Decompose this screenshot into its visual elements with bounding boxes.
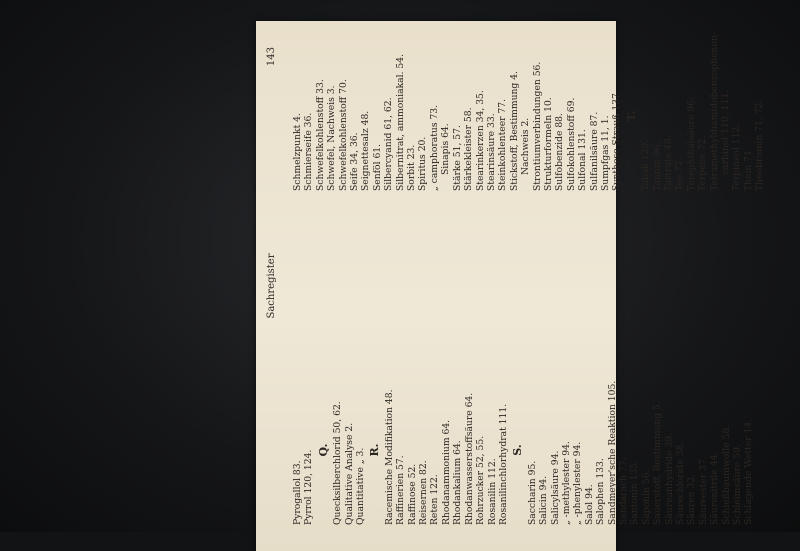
index-entry: Rhodanwasserstoffsäure 64.: [463, 392, 475, 525]
index-entry: Sorbit 23.: [406, 144, 418, 191]
index-entry: Rosanilinchlorhydrat 111.: [497, 403, 509, 525]
index-entry: Synthese Strauß 137.: [611, 90, 623, 191]
index-entry: Säureanhydride 39.: [663, 432, 675, 525]
index-entry: Saponin 56.: [640, 469, 652, 525]
index-entry: „ -phenylester 94.: [572, 441, 584, 525]
index-entry: Rohrzucker 52, 55.: [475, 435, 487, 525]
index-entry: Schmelzpunkt 4.: [292, 113, 303, 191]
index-entry: Seife 34, 36.: [349, 132, 361, 191]
index-entry: Terpineol 112.: [731, 123, 743, 191]
section-letter: T.: [624, 110, 638, 122]
index-entry: Sauerstoff, Bestimmung 5.: [652, 401, 664, 525]
index-entry: Säuren 32.: [686, 474, 698, 525]
index-entry: Säurenitrile 44.: [709, 451, 721, 525]
index-entry: Raffinerien 57.: [395, 455, 407, 525]
index-entry: Schwefel, Nachweis 3.: [326, 85, 338, 191]
index-entry: Theobromin 71, 72.: [754, 99, 766, 191]
index-entry: Schießbaumwolle 58.: [720, 424, 732, 525]
section-letter: S.: [511, 444, 525, 456]
index-entry: Terephthalsäure 96.: [685, 97, 697, 191]
index-entry: Quecksilberchlorid 50, 62.: [332, 401, 344, 525]
index-entry: Silbercyanid 61, 62.: [383, 97, 395, 191]
index-entry: Sandarach 77.: [617, 457, 629, 525]
index-entry: Salicin 94.: [538, 475, 550, 525]
index-entry: Spiritus 20.: [417, 136, 429, 191]
index-entry: Säurechloride 38.: [675, 441, 686, 525]
book-page: [256, 21, 766, 551]
index-entry: Terpene 72.: [697, 135, 709, 191]
index-entry: Reisernen 82.: [418, 460, 430, 525]
index-entry: Sulfanilsäure 87.: [588, 111, 600, 191]
index-entry: Quantitative „ 3.: [355, 447, 367, 525]
index-entry: Tabak 129.: [640, 139, 652, 191]
index-entry: Seignettesalz 48.: [360, 110, 372, 191]
index-entry: Nachweis 2.: [520, 117, 532, 175]
index-column-right: [292, 32, 766, 191]
index-entry: Sandmeyer'sche Reaktion 105.: [606, 380, 618, 525]
index-entry: Raffinose 52.: [406, 463, 418, 525]
index-entry: Stickstoff, Bestimmung 4.: [508, 71, 520, 191]
running-title: Sachregister: [266, 253, 277, 319]
index-entry: Sulfobenzide 88.: [554, 113, 566, 191]
index-entry: Rhodanammonium 64.: [440, 419, 452, 525]
index-entry: Schlagende Wetter 14.: [743, 418, 755, 525]
index-entry: Thein 71.: [742, 147, 754, 191]
index-entry: Stearinsäure 33.: [485, 113, 497, 191]
index-entry: Schleimsäure 59.: [732, 444, 744, 525]
index-entry: „ -methylester 94.: [560, 441, 572, 525]
index-entry: Strukturformeln 10.: [542, 97, 554, 191]
index-entry: Rhodankalium 64.: [452, 440, 464, 525]
index-entry: Schmierseife 36.: [303, 112, 315, 191]
index-entry: Santonin 135.: [629, 459, 641, 525]
index-entry: Pyrrol 120, 124.: [303, 449, 315, 525]
index-entry: Schwefelkohlenstoff 33.: [314, 79, 326, 191]
page-number: 143: [266, 47, 277, 67]
index-entry: Stärkekleister 58.: [463, 107, 475, 191]
index-entry: Schwefelkohlenstoff 70.: [337, 79, 349, 191]
index-entry: Tartrate 48.: [663, 135, 674, 191]
index-entry: Reten 122.: [429, 474, 441, 525]
index-entry: Sulfonal 131.: [577, 129, 589, 191]
index-entry: Strontiumverbindungen 56.: [531, 61, 543, 191]
index-entry: Säureester 37.: [697, 456, 709, 525]
index-entry: Sulfokohlenstoff 69.: [565, 97, 577, 191]
section-letter: R.: [368, 443, 382, 457]
index-entry: Salicylsäure 94.: [549, 450, 561, 525]
index-entry: Silbernitrat, ammoniakal. 54.: [394, 53, 406, 191]
index-column-left: [292, 375, 755, 525]
index-entry: Rosanilin 112.: [486, 458, 498, 525]
index-entry: Stärke 51, 57.: [451, 125, 463, 191]
index-entry: Steinkohlenteer 77.: [497, 98, 509, 191]
index-entry: Pyrogallol 83.: [292, 460, 303, 525]
section-letter: Q.: [316, 443, 330, 457]
index-entry: Tee 72.: [674, 157, 686, 191]
index-entry: Sinapis 64.: [440, 123, 452, 175]
index-entry: Tetramethyldiamidobenzophenon-: [708, 32, 720, 191]
index-entry: Qualitative Analyse 2.: [343, 422, 355, 525]
index-entry: Saccharin 95.: [526, 460, 538, 525]
page-header: [266, 47, 282, 525]
index-entry: Racemische Modifikation 48.: [383, 389, 395, 525]
index-entry: Tannin 96.: [651, 141, 663, 191]
index-entry: Sumpfgas 11, 1.: [599, 115, 611, 191]
index-entry: „ camphoratus 73.: [428, 104, 440, 191]
index-entry: Stearinkerzen 34, 35.: [474, 90, 486, 191]
index-entry: carbinol 110, 111.: [720, 90, 732, 175]
index-entry: Salol 94.: [583, 484, 595, 525]
index-entry: Salophen 133.: [595, 458, 607, 525]
index-entry: Senföl 61.: [371, 143, 383, 191]
